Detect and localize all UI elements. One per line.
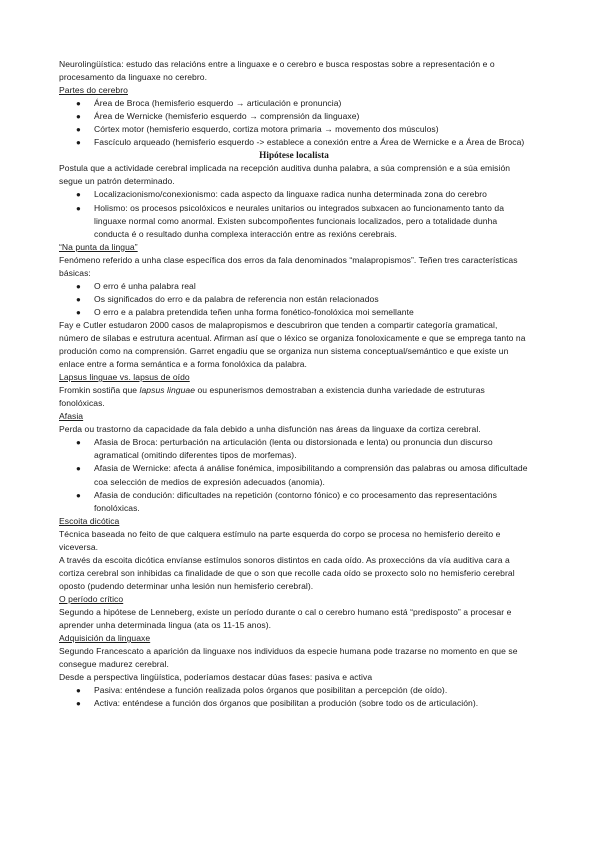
list-partes [59, 97, 529, 149]
list-item: ● Localizacionismo/conexionismo: cada aspecto da linguaxe radica nunha determinada zona do cerebro [59, 188, 529, 201]
list-item: ● Afasia de Broca: perturbación na articulación (lenta ou distorsionada e lenta) ou pronuncia dun discurso agramatical (omitindo diferentes tipos de morfemas). [76, 437, 493, 461]
bullet-icon: ● [76, 490, 81, 500]
punta-paragraph: Fenómeno referido a unha clase específica dos erros da fala denominados “malapropismos”. Teñen tres características básicas: [59, 254, 518, 278]
bullet-icon: ● [76, 307, 81, 317]
heading-escoita-dicotica: Escoita dicótica [59, 515, 120, 526]
bullet-icon: ● [76, 190, 81, 200]
list-item: ● Área de Wernicke (hemisferio esquerdo → comprensión da linguaxe) [59, 110, 529, 123]
list-punta [59, 280, 529, 319]
list-item: ● Pasiva: enténdese a función realizada polos órganos que posibilitan a percepción (de oído). [59, 684, 529, 697]
heading-na-punta-da-lingua: “Na punta da lingua” [59, 241, 138, 252]
lapsus-paragraph: Fromkin sostiña que lapsus linguae ou espunerismos demostraban a existencia dunha variedade de estruturas fonolóxicas. [59, 385, 485, 409]
bullet-icon: ● [76, 125, 81, 135]
list-item: ● Afasia de condución: dificultades na repetición (contorno fónico) e co procesamento das representacións fonolóxicas. [76, 489, 497, 513]
bullet-icon: ● [76, 294, 81, 304]
list-adquisicion [59, 684, 529, 710]
lapsus-linguae-term: lapsus linguae [139, 385, 196, 396]
fay-cutler-paragraph: Fay e Cutler estudaron 2000 casos de malapropismos e descubriron que tenden a compartir categoría gramatical, número de sílabas e estrutura acentual. Afirman así que o léxico se organiza fonoloxicamente e que se emprega tanto na produción como na comprensión. Garret engadiu que se organiza nun sistema conceptual/semántico e que existe un enlace entre a forma semántica e a forma fonolóxica da palabra. [59, 319, 526, 370]
escoita-paragraph-2: A través da escoita dicótica envíanse estímulos sonoros distintos en cada oído. As proxeccións da vía auditiva cara a cortiza cerebral son inhibidas ca finalidade de que o son que recolle cada oído se proxecto solo no hemisferio cerebral oposto (pudendo determinar unha lesión nun hemisferio cerebral). [59, 554, 515, 591]
list-item: ● Holismo: os procesos psicolóxicos e neurales unitarios ou integrados subxacen ao funcionamento tanto da linguaxe normal como anormal. Existen subcompoñentes funcionais localizados, pero a totalidade dunha conducta é o resultado dunha complexa interacción entre as rexións cerebrais. [76, 202, 505, 239]
list-item: ● Activa: enténdese a función dos órganos que posibilitan a produción (sobre todo os de articulación). [59, 697, 529, 710]
bullet-icon: ● [76, 699, 81, 709]
list-item: ● Córtex motor (hemisferio esquerdo, cortiza motora primaria → movemento dos músculos) [59, 123, 529, 136]
adquisicion-paragraph-1: Segundo Francescato a aparición da linguaxe nos individuos da especie humana pode trazarse no momento en que se consegue madurez cerebral. [59, 646, 518, 670]
bullet-icon: ● [76, 99, 81, 109]
list-item: ● O erro e a palabra pretendida teñen unha forma fonético-fonolóxica moi semellante [59, 306, 529, 319]
bullet-icon: ● [76, 112, 81, 122]
bullet-icon: ● [76, 464, 81, 474]
list-afasia [59, 436, 529, 514]
heading-adquisicion: Adquisición da linguaxe [59, 633, 151, 644]
document-page [59, 58, 529, 710]
hipotese-paragraph: Postula que a actividade cerebral implicada na recepción auditiva dunha palabra, a súa comprensión e a súa emisión segue un patrón determinado. [59, 163, 511, 187]
afasia-paragraph: Perda ou trastorno da capacidade da fala debido a unha disfunción nas áreas da linguaxe da cortiza cerebral. [59, 424, 481, 435]
list-item: ● Fascículo arqueado (hemisferio esquerdo -> establece a conexión entre a Área de Wernicke e a Área de Broca) [59, 136, 529, 149]
adquisicion-paragraph-2: Desde a perspectiva lingüística, poderíamos destacar dúas fases: pasiva e activa [59, 672, 373, 683]
title-hipotese-localista: Hipótese localista [259, 150, 329, 161]
bullet-icon: ● [76, 686, 81, 696]
intro-paragraph: Neurolingüística: estudo das relacións entre a linguaxe e o cerebro e busca respostas sobre a representación e o procesamento da linguaxe no cerebro. [59, 59, 495, 83]
list-item: ● Afasia de Wernicke: afecta á análise fonémica, imposibilitando a comprensión das palabras ou amosa dificultade coa selección de medios de expresión adecuados (anomia). [76, 463, 528, 487]
list-item: ● Área de Broca (hemisferio esquerdo → articulación e pronuncia) [59, 97, 529, 110]
list-item: ● Os significados do erro e da palabra de referencia non están relacionados [59, 293, 529, 306]
heading-periodo-critico: O período crítico [59, 593, 124, 604]
heading-lapsus: Lapsus linguae vs. lapsus de oído [59, 372, 190, 383]
list-item: ● O erro é unha palabra real [59, 280, 529, 293]
list-hipotese [59, 188, 529, 240]
escoita-paragraph-1: Técnica baseada no feito de que calquera estímulo na parte esquerda do corpo se procesa no hemisferio dereito e viceversa. [59, 528, 501, 552]
bullet-icon: ● [76, 438, 81, 448]
heading-partes-do-cerebro: Partes do cerebro [59, 85, 128, 96]
critico-paragraph: Segundo a hipótese de Lenneberg, existe un período durante o cal o cerebro humano está “predisposto” a procesar e aprender unha determinada lingua (ata os 11-15 anos). [59, 606, 512, 631]
bullet-icon: ● [76, 138, 81, 148]
bullet-icon: ● [76, 203, 81, 213]
heading-afasia: Afasia [59, 411, 84, 422]
bullet-icon: ● [76, 281, 81, 291]
